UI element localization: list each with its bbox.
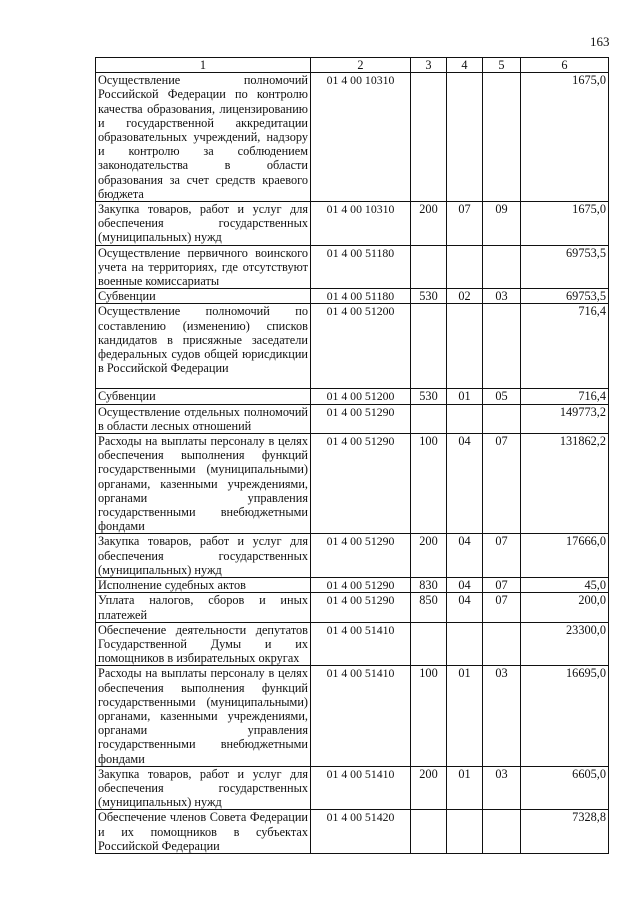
section-code — [447, 304, 483, 389]
row-name: Осуществление полномочий Российской Федерации по контролю качества образования, лицензированию и государственной аккредитации образовательных учреждений, надзору и контролю за соблюдением законодательства в области образования за счет средств краевого бюджета — [96, 73, 311, 202]
amount: 1675,0 — [521, 202, 609, 246]
table-row — [96, 245, 609, 289]
target-article-code: 01 4 00 51200 — [311, 304, 411, 389]
expense-type-code: 100 — [411, 434, 447, 534]
subsection-code — [483, 245, 521, 289]
subsection-code: 07 — [483, 578, 521, 593]
section-code: 04 — [447, 434, 483, 534]
column-number-row — [96, 58, 609, 73]
section-code — [447, 622, 483, 666]
expense-type-code — [411, 404, 447, 433]
section-code — [447, 810, 483, 854]
amount: 69753,5 — [521, 289, 609, 304]
section-code — [447, 245, 483, 289]
table-row — [96, 666, 609, 766]
expense-type-code: 530 — [411, 389, 447, 404]
budget-table — [95, 57, 609, 854]
table-row — [96, 578, 609, 593]
row-name: Исполнение судебных актов — [96, 578, 311, 593]
column-header: 6 — [521, 58, 609, 73]
section-code — [447, 73, 483, 202]
expense-type-code: 200 — [411, 766, 447, 810]
amount: 716,4 — [521, 389, 609, 404]
row-name: Уплата налогов, сборов и иных платежей — [96, 593, 311, 622]
row-name: Субвенции — [96, 289, 311, 304]
amount: 45,0 — [521, 578, 609, 593]
expense-type-code — [411, 304, 447, 389]
subsection-code: 07 — [483, 593, 521, 622]
amount: 6605,0 — [521, 766, 609, 810]
target-article-code: 01 4 00 51290 — [311, 593, 411, 622]
expense-type-code: 200 — [411, 202, 447, 246]
row-name: Закупка товаров, работ и услуг для обеспечения государственных (муниципальных) нужд — [96, 202, 311, 246]
subsection-code: 09 — [483, 202, 521, 246]
expense-type-code: 830 — [411, 578, 447, 593]
subsection-code — [483, 810, 521, 854]
amount: 23300,0 — [521, 622, 609, 666]
column-header: 2 — [311, 58, 411, 73]
subsection-code — [483, 304, 521, 389]
target-article-code: 01 4 00 10310 — [311, 73, 411, 202]
amount: 16695,0 — [521, 666, 609, 766]
subsection-code — [483, 622, 521, 666]
table-row — [96, 73, 609, 202]
row-name: Осуществление полномочий по составлению (изменению) списков кандидатов в присяжные заседатели федеральных судов общей юрисдикции в Российской Федерации — [96, 304, 311, 389]
table-row — [96, 434, 609, 534]
row-name: Закупка товаров, работ и услуг для обеспечения государственных (муниципальных) нужд — [96, 766, 311, 810]
subsection-code: 07 — [483, 434, 521, 534]
page-number: 163 — [590, 34, 610, 49]
section-code: 07 — [447, 202, 483, 246]
row-name: Закупка товаров, работ и услуг для обеспечения государственных (муниципальных) нужд — [96, 534, 311, 578]
row-name: Осуществление первичного воинского учета на территориях, где отсутствуют военные комиссариаты — [96, 245, 311, 289]
target-article-code: 01 4 00 10310 — [311, 202, 411, 246]
column-header: 5 — [483, 58, 521, 73]
amount: 716,4 — [521, 304, 609, 389]
subsection-code — [483, 404, 521, 433]
table-row — [96, 289, 609, 304]
target-article-code: 01 4 00 51290 — [311, 434, 411, 534]
amount: 69753,5 — [521, 245, 609, 289]
target-article-code: 01 4 00 51410 — [311, 622, 411, 666]
table-row — [96, 202, 609, 246]
row-name: Расходы на выплаты персоналу в целях обеспечения выполнения функций государственными (муниципальными) органами, казенными учреждениями, органами управления государственными внебюджетными фондами — [96, 434, 311, 534]
row-name: Обеспечение деятельности депутатов Государственной Думы и их помощников в избирательных округах — [96, 622, 311, 666]
target-article-code: 01 4 00 51290 — [311, 578, 411, 593]
column-header: 1 — [96, 58, 311, 73]
target-article-code: 01 4 00 51180 — [311, 245, 411, 289]
amount: 17666,0 — [521, 534, 609, 578]
subsection-code: 05 — [483, 389, 521, 404]
table-row — [96, 622, 609, 666]
table-row — [96, 593, 609, 622]
table-row — [96, 534, 609, 578]
amount: 7328,8 — [521, 810, 609, 854]
target-article-code: 01 4 00 51420 — [311, 810, 411, 854]
row-name: Осуществление отдельных полномочий в области лесных отношений — [96, 404, 311, 433]
expense-type-code: 200 — [411, 534, 447, 578]
table-row — [96, 304, 609, 389]
table-row — [96, 766, 609, 810]
section-code: 04 — [447, 593, 483, 622]
target-article-code: 01 4 00 51410 — [311, 666, 411, 766]
table-row — [96, 404, 609, 433]
row-name: Обеспечение членов Совета Федерации и их помощников в субъектах Российской Федерации — [96, 810, 311, 854]
expense-type-code — [411, 245, 447, 289]
section-code: 04 — [447, 578, 483, 593]
expense-type-code — [411, 810, 447, 854]
section-code: 01 — [447, 389, 483, 404]
table-row — [96, 389, 609, 404]
subsection-code — [483, 73, 521, 202]
section-code: 01 — [447, 766, 483, 810]
target-article-code: 01 4 00 51200 — [311, 389, 411, 404]
subsection-code: 03 — [483, 289, 521, 304]
subsection-code: 03 — [483, 666, 521, 766]
row-name: Расходы на выплаты персоналу в целях обеспечения выполнения функций государственными (муниципальными) органами, казенными учреждениями, органами управления государственными внебюджетными фондами — [96, 666, 311, 766]
amount: 1675,0 — [521, 73, 609, 202]
row-name: Субвенции — [96, 389, 311, 404]
expense-type-code — [411, 622, 447, 666]
target-article-code: 01 4 00 51290 — [311, 404, 411, 433]
section-code: 01 — [447, 666, 483, 766]
section-code: 04 — [447, 534, 483, 578]
target-article-code: 01 4 00 51180 — [311, 289, 411, 304]
amount: 131862,2 — [521, 434, 609, 534]
target-article-code: 01 4 00 51410 — [311, 766, 411, 810]
expense-type-code: 530 — [411, 289, 447, 304]
column-header: 4 — [447, 58, 483, 73]
column-header: 3 — [411, 58, 447, 73]
section-code: 02 — [447, 289, 483, 304]
table-row — [96, 810, 609, 854]
target-article-code: 01 4 00 51290 — [311, 534, 411, 578]
expense-type-code — [411, 73, 447, 202]
amount: 149773,2 — [521, 404, 609, 433]
section-code — [447, 404, 483, 433]
subsection-code: 07 — [483, 534, 521, 578]
expense-type-code: 100 — [411, 666, 447, 766]
subsection-code: 03 — [483, 766, 521, 810]
expense-type-code: 850 — [411, 593, 447, 622]
amount: 200,0 — [521, 593, 609, 622]
